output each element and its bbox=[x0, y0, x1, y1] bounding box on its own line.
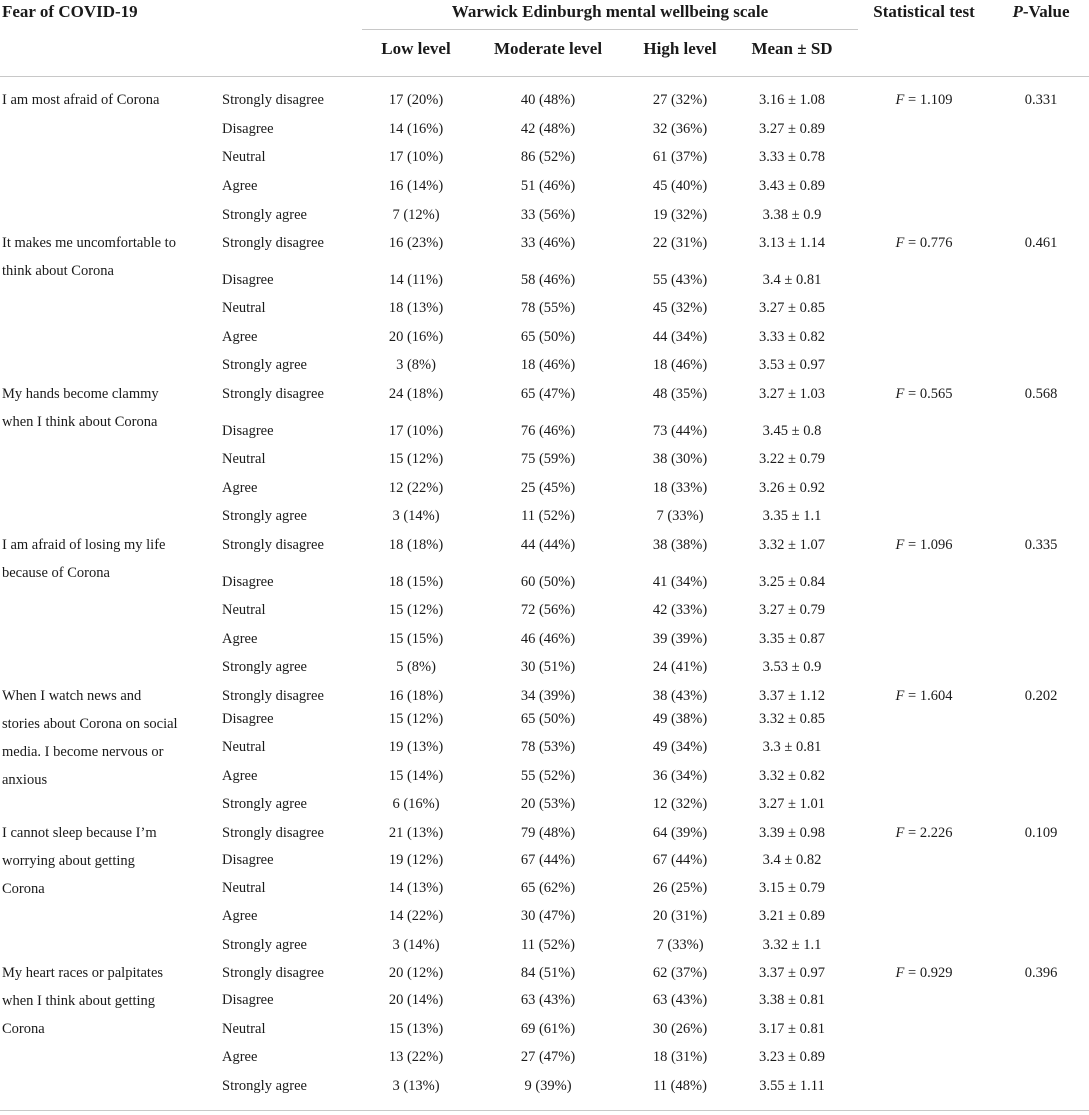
low-level-cell: 15 (12%) bbox=[388, 711, 444, 727]
moderate-level-cell: 65 (47%) bbox=[520, 386, 576, 402]
moderate-level-cell: 46 (46%) bbox=[520, 631, 576, 647]
response-label: Strongly agree bbox=[222, 659, 307, 675]
mean-sd-cell: 3.27 ± 0.89 bbox=[759, 121, 825, 137]
mean-sd-cell: 3.27 ± 1.01 bbox=[759, 796, 825, 812]
question-text: I cannot sleep because I’m bbox=[2, 825, 157, 841]
response-label: Neutral bbox=[222, 739, 266, 755]
high-level-cell: 20 (31%) bbox=[652, 908, 708, 924]
high-level-cell: 42 (33%) bbox=[652, 602, 708, 618]
question-text: Corona bbox=[2, 881, 45, 897]
mean-sd-cell: 3.3 ± 0.81 bbox=[762, 739, 822, 755]
high-level-cell: 45 (40%) bbox=[652, 178, 708, 194]
moderate-level-cell: 30 (47%) bbox=[520, 908, 576, 924]
question-text: because of Corona bbox=[2, 565, 110, 581]
low-level-cell: 15 (14%) bbox=[388, 768, 444, 784]
high-level-cell: 44 (34%) bbox=[652, 329, 708, 345]
mean-sd-cell: 3.23 ± 0.89 bbox=[759, 1049, 825, 1065]
mean-sd-cell: 3.38 ± 0.81 bbox=[759, 992, 825, 1008]
moderate-level-cell: 33 (46%) bbox=[520, 235, 576, 251]
high-level-cell: 38 (38%) bbox=[652, 537, 708, 553]
low-level-cell: 7 (12%) bbox=[392, 207, 440, 223]
response-label: Neutral bbox=[222, 1021, 266, 1037]
header-p-value: P-Value bbox=[1012, 2, 1070, 21]
p-value: 0.568 bbox=[1024, 386, 1058, 402]
moderate-level-cell: 40 (48%) bbox=[520, 92, 576, 108]
high-level-cell: 41 (34%) bbox=[652, 574, 708, 590]
high-level-cell: 62 (37%) bbox=[652, 965, 708, 981]
mean-sd-cell: 3.32 ± 0.82 bbox=[759, 768, 825, 784]
response-label: Strongly agree bbox=[222, 207, 307, 223]
high-level-cell: 18 (33%) bbox=[652, 480, 708, 496]
response-label: Strongly disagree bbox=[222, 92, 324, 108]
response-label: Agree bbox=[222, 329, 258, 345]
high-level-cell: 27 (32%) bbox=[652, 92, 708, 108]
low-level-cell: 20 (12%) bbox=[388, 965, 444, 981]
high-level-cell: 61 (37%) bbox=[652, 149, 708, 165]
low-level-cell: 17 (10%) bbox=[388, 423, 444, 439]
question-text: My hands become clammy bbox=[2, 386, 159, 402]
question-text: I am most afraid of Corona bbox=[2, 92, 160, 108]
question-text: anxious bbox=[2, 772, 48, 788]
response-label: Disagree bbox=[222, 121, 274, 137]
statistical-test-value: F = 0.565 bbox=[895, 386, 953, 402]
high-level-cell: 55 (43%) bbox=[652, 272, 708, 288]
low-level-cell: 6 (16%) bbox=[392, 796, 440, 812]
response-label: Neutral bbox=[222, 149, 266, 165]
response-label: Disagree bbox=[222, 711, 274, 727]
response-label: Agree bbox=[222, 480, 258, 496]
low-level-cell: 15 (15%) bbox=[388, 631, 444, 647]
low-level-cell: 16 (23%) bbox=[388, 235, 444, 251]
moderate-level-cell: 60 (50%) bbox=[520, 574, 576, 590]
response-label: Agree bbox=[222, 908, 258, 924]
moderate-level-cell: 25 (45%) bbox=[520, 480, 576, 496]
low-level-cell: 16 (14%) bbox=[388, 178, 444, 194]
header-wemwbs-group: Warwick Edinburgh mental wellbeing scale bbox=[451, 2, 769, 21]
high-level-cell: 24 (41%) bbox=[652, 659, 708, 675]
header-statistical-test: Statistical test bbox=[873, 2, 975, 21]
mean-sd-cell: 3.4 ± 0.82 bbox=[762, 852, 822, 868]
mean-sd-cell: 3.17 ± 0.81 bbox=[759, 1021, 825, 1037]
moderate-level-cell: 86 (52%) bbox=[520, 149, 576, 165]
moderate-level-cell: 42 (48%) bbox=[520, 121, 576, 137]
response-label: Strongly disagree bbox=[222, 386, 324, 402]
moderate-level-cell: 65 (50%) bbox=[520, 329, 576, 345]
high-level-cell: 39 (39%) bbox=[652, 631, 708, 647]
high-level-cell: 38 (30%) bbox=[652, 451, 708, 467]
mean-sd-cell: 3.21 ± 0.89 bbox=[759, 908, 825, 924]
mean-sd-cell: 3.26 ± 0.92 bbox=[759, 480, 825, 496]
header-mean-sd: Mean ± SD bbox=[751, 39, 833, 58]
low-level-cell: 14 (16%) bbox=[388, 121, 444, 137]
header-moderate-level: Moderate level bbox=[493, 39, 603, 58]
moderate-level-cell: 55 (52%) bbox=[520, 768, 576, 784]
p-value: 0.202 bbox=[1024, 688, 1058, 704]
question-text: when I think about getting bbox=[2, 993, 156, 1009]
high-level-cell: 45 (32%) bbox=[652, 300, 708, 316]
moderate-level-cell: 72 (56%) bbox=[520, 602, 576, 618]
low-level-cell: 24 (18%) bbox=[388, 386, 444, 402]
mean-sd-cell: 3.33 ± 0.78 bbox=[759, 149, 825, 165]
response-label: Disagree bbox=[222, 574, 274, 590]
moderate-level-cell: 84 (51%) bbox=[520, 965, 576, 981]
moderate-level-cell: 76 (46%) bbox=[520, 423, 576, 439]
response-label: Strongly disagree bbox=[222, 688, 324, 704]
question-text: I am afraid of losing my life bbox=[2, 537, 166, 553]
response-label: Disagree bbox=[222, 272, 274, 288]
high-level-cell: 22 (31%) bbox=[652, 235, 708, 251]
low-level-cell: 5 (8%) bbox=[396, 659, 436, 675]
question-text: think about Corona bbox=[2, 263, 114, 279]
mean-sd-cell: 3.33 ± 0.82 bbox=[759, 329, 825, 345]
question-text: media. I become nervous or bbox=[2, 744, 164, 760]
low-level-cell: 15 (12%) bbox=[388, 451, 444, 467]
response-label: Strongly agree bbox=[222, 937, 307, 953]
p-value: 0.109 bbox=[1024, 825, 1058, 841]
low-level-cell: 16 (18%) bbox=[388, 688, 444, 704]
question-text: My heart races or palpitates bbox=[2, 965, 164, 981]
moderate-level-cell: 69 (61%) bbox=[520, 1021, 576, 1037]
high-level-cell: 48 (35%) bbox=[652, 386, 708, 402]
low-level-cell: 12 (22%) bbox=[388, 480, 444, 496]
p-value: 0.396 bbox=[1024, 965, 1058, 981]
low-level-cell: 19 (12%) bbox=[388, 852, 444, 868]
low-level-cell: 15 (12%) bbox=[388, 602, 444, 618]
response-label: Strongly agree bbox=[222, 357, 307, 373]
question-text: It makes me uncomfortable to bbox=[2, 235, 176, 251]
low-level-cell: 19 (13%) bbox=[388, 739, 444, 755]
low-level-cell: 3 (14%) bbox=[392, 937, 440, 953]
high-level-cell: 30 (26%) bbox=[652, 1021, 708, 1037]
response-label: Agree bbox=[222, 631, 258, 647]
low-level-cell: 18 (13%) bbox=[388, 300, 444, 316]
group-header-rule bbox=[362, 29, 858, 30]
low-level-cell: 17 (10%) bbox=[388, 149, 444, 165]
high-level-cell: 64 (39%) bbox=[652, 825, 708, 841]
mean-sd-cell: 3.27 ± 0.85 bbox=[759, 300, 825, 316]
mean-sd-cell: 3.13 ± 1.14 bbox=[759, 235, 825, 251]
response-label: Strongly disagree bbox=[222, 965, 324, 981]
mean-sd-cell: 3.37 ± 0.97 bbox=[759, 965, 825, 981]
moderate-level-cell: 20 (53%) bbox=[520, 796, 576, 812]
low-level-cell: 17 (20%) bbox=[388, 92, 444, 108]
low-level-cell: 3 (8%) bbox=[396, 357, 436, 373]
question-text: stories about Corona on social bbox=[2, 716, 178, 732]
low-level-cell: 20 (14%) bbox=[388, 992, 444, 1008]
question-text: when I think about Corona bbox=[2, 414, 158, 430]
response-label: Strongly disagree bbox=[222, 235, 324, 251]
header-high-level: High level bbox=[643, 39, 717, 58]
low-level-cell: 15 (13%) bbox=[388, 1021, 444, 1037]
response-label: Strongly disagree bbox=[222, 537, 324, 553]
table-bottom-rule bbox=[0, 1110, 1089, 1111]
low-level-cell: 14 (22%) bbox=[388, 908, 444, 924]
high-level-cell: 12 (32%) bbox=[652, 796, 708, 812]
moderate-level-cell: 78 (55%) bbox=[520, 300, 576, 316]
moderate-level-cell: 30 (51%) bbox=[520, 659, 576, 675]
response-label: Neutral bbox=[222, 880, 266, 896]
mean-sd-cell: 3.39 ± 0.98 bbox=[759, 825, 825, 841]
low-level-cell: 18 (15%) bbox=[388, 574, 444, 590]
low-level-cell: 14 (11%) bbox=[389, 272, 443, 288]
response-label: Strongly agree bbox=[222, 1078, 307, 1094]
mean-sd-cell: 3.32 ± 1.07 bbox=[759, 537, 825, 553]
moderate-level-cell: 11 (52%) bbox=[521, 937, 575, 953]
response-label: Agree bbox=[222, 768, 258, 784]
mean-sd-cell: 3.53 ± 0.97 bbox=[759, 357, 825, 373]
mean-sd-cell: 3.55 ± 1.11 bbox=[759, 1078, 825, 1094]
response-label: Neutral bbox=[222, 451, 266, 467]
moderate-level-cell: 9 (39%) bbox=[524, 1078, 572, 1094]
moderate-level-cell: 78 (53%) bbox=[520, 739, 576, 755]
moderate-level-cell: 65 (62%) bbox=[520, 880, 576, 896]
low-level-cell: 3 (13%) bbox=[392, 1078, 440, 1094]
mean-sd-cell: 3.37 ± 1.12 bbox=[759, 688, 825, 704]
low-level-cell: 14 (13%) bbox=[388, 880, 444, 896]
low-level-cell: 21 (13%) bbox=[388, 825, 444, 841]
high-level-cell: 63 (43%) bbox=[652, 992, 708, 1008]
question-text: When I watch news and bbox=[2, 688, 142, 704]
response-label: Disagree bbox=[222, 992, 274, 1008]
header-low-level: Low level bbox=[381, 39, 451, 58]
response-label: Agree bbox=[222, 1049, 258, 1065]
question-text: Corona bbox=[2, 1021, 45, 1037]
moderate-level-cell: 75 (59%) bbox=[520, 451, 576, 467]
high-level-cell: 36 (34%) bbox=[652, 768, 708, 784]
high-level-cell: 49 (34%) bbox=[652, 739, 708, 755]
p-value: 0.461 bbox=[1024, 235, 1058, 251]
high-level-cell: 19 (32%) bbox=[652, 207, 708, 223]
high-level-cell: 18 (46%) bbox=[652, 357, 708, 373]
mean-sd-cell: 3.22 ± 0.79 bbox=[759, 451, 825, 467]
mean-sd-cell: 3.25 ± 0.84 bbox=[759, 574, 825, 590]
mean-sd-cell: 3.27 ± 0.79 bbox=[759, 602, 825, 618]
moderate-level-cell: 18 (46%) bbox=[520, 357, 576, 373]
mean-sd-cell: 3.35 ± 0.87 bbox=[759, 631, 825, 647]
moderate-level-cell: 67 (44%) bbox=[520, 852, 576, 868]
mean-sd-cell: 3.27 ± 1.03 bbox=[759, 386, 825, 402]
moderate-level-cell: 58 (46%) bbox=[520, 272, 576, 288]
high-level-cell: 38 (43%) bbox=[652, 688, 708, 704]
p-value: 0.335 bbox=[1024, 537, 1058, 553]
moderate-level-cell: 79 (48%) bbox=[520, 825, 576, 841]
moderate-level-cell: 51 (46%) bbox=[520, 178, 576, 194]
high-level-cell: 26 (25%) bbox=[652, 880, 708, 896]
high-level-cell: 7 (33%) bbox=[656, 937, 704, 953]
low-level-cell: 13 (22%) bbox=[388, 1049, 444, 1065]
high-level-cell: 73 (44%) bbox=[652, 423, 708, 439]
response-label: Strongly disagree bbox=[222, 825, 324, 841]
mean-sd-cell: 3.43 ± 0.89 bbox=[759, 178, 825, 194]
mean-sd-cell: 3.32 ± 1.1 bbox=[762, 937, 822, 953]
mean-sd-cell: 3.35 ± 1.1 bbox=[762, 508, 822, 524]
low-level-cell: 20 (16%) bbox=[388, 329, 444, 345]
mean-sd-cell: 3.15 ± 0.79 bbox=[759, 880, 825, 896]
response-label: Agree bbox=[222, 178, 258, 194]
high-level-cell: 7 (33%) bbox=[656, 508, 704, 524]
header-bottom-rule bbox=[0, 76, 1089, 77]
mean-sd-cell: 3.16 ± 1.08 bbox=[759, 92, 825, 108]
statistical-test-value: F = 1.109 bbox=[895, 92, 953, 108]
moderate-level-cell: 27 (47%) bbox=[520, 1049, 576, 1065]
statistical-test-value: F = 0.776 bbox=[895, 235, 953, 251]
moderate-level-cell: 11 (52%) bbox=[521, 508, 575, 524]
high-level-cell: 18 (31%) bbox=[652, 1049, 708, 1065]
mean-sd-cell: 3.45 ± 0.8 bbox=[762, 423, 822, 439]
high-level-cell: 32 (36%) bbox=[652, 121, 708, 137]
moderate-level-cell: 65 (50%) bbox=[520, 711, 576, 727]
statistical-test-value: F = 1.604 bbox=[895, 688, 953, 704]
low-level-cell: 18 (18%) bbox=[388, 537, 444, 553]
moderate-level-cell: 33 (56%) bbox=[520, 207, 576, 223]
response-label: Strongly agree bbox=[222, 508, 307, 524]
response-label: Strongly agree bbox=[222, 796, 307, 812]
header-fear-of-covid: Fear of COVID-19 bbox=[2, 2, 138, 21]
mean-sd-cell: 3.53 ± 0.9 bbox=[762, 659, 822, 675]
moderate-level-cell: 34 (39%) bbox=[520, 688, 576, 704]
statistical-test-value: F = 1.096 bbox=[895, 537, 953, 553]
high-level-cell: 67 (44%) bbox=[652, 852, 708, 868]
response-label: Neutral bbox=[222, 602, 266, 618]
high-level-cell: 49 (38%) bbox=[652, 711, 708, 727]
statistical-test-value: F = 2.226 bbox=[895, 825, 953, 841]
mean-sd-cell: 3.4 ± 0.81 bbox=[762, 272, 822, 288]
response-label: Disagree bbox=[222, 423, 274, 439]
response-label: Disagree bbox=[222, 852, 274, 868]
p-value: 0.331 bbox=[1024, 92, 1058, 108]
statistical-test-value: F = 0.929 bbox=[895, 965, 953, 981]
response-label: Neutral bbox=[222, 300, 266, 316]
question-text: worrying about getting bbox=[2, 853, 135, 869]
mean-sd-cell: 3.38 ± 0.9 bbox=[762, 207, 822, 223]
moderate-level-cell: 63 (43%) bbox=[520, 992, 576, 1008]
moderate-level-cell: 44 (44%) bbox=[520, 537, 576, 553]
high-level-cell: 11 (48%) bbox=[653, 1078, 707, 1094]
mean-sd-cell: 3.32 ± 0.85 bbox=[759, 711, 825, 727]
low-level-cell: 3 (14%) bbox=[392, 508, 440, 524]
